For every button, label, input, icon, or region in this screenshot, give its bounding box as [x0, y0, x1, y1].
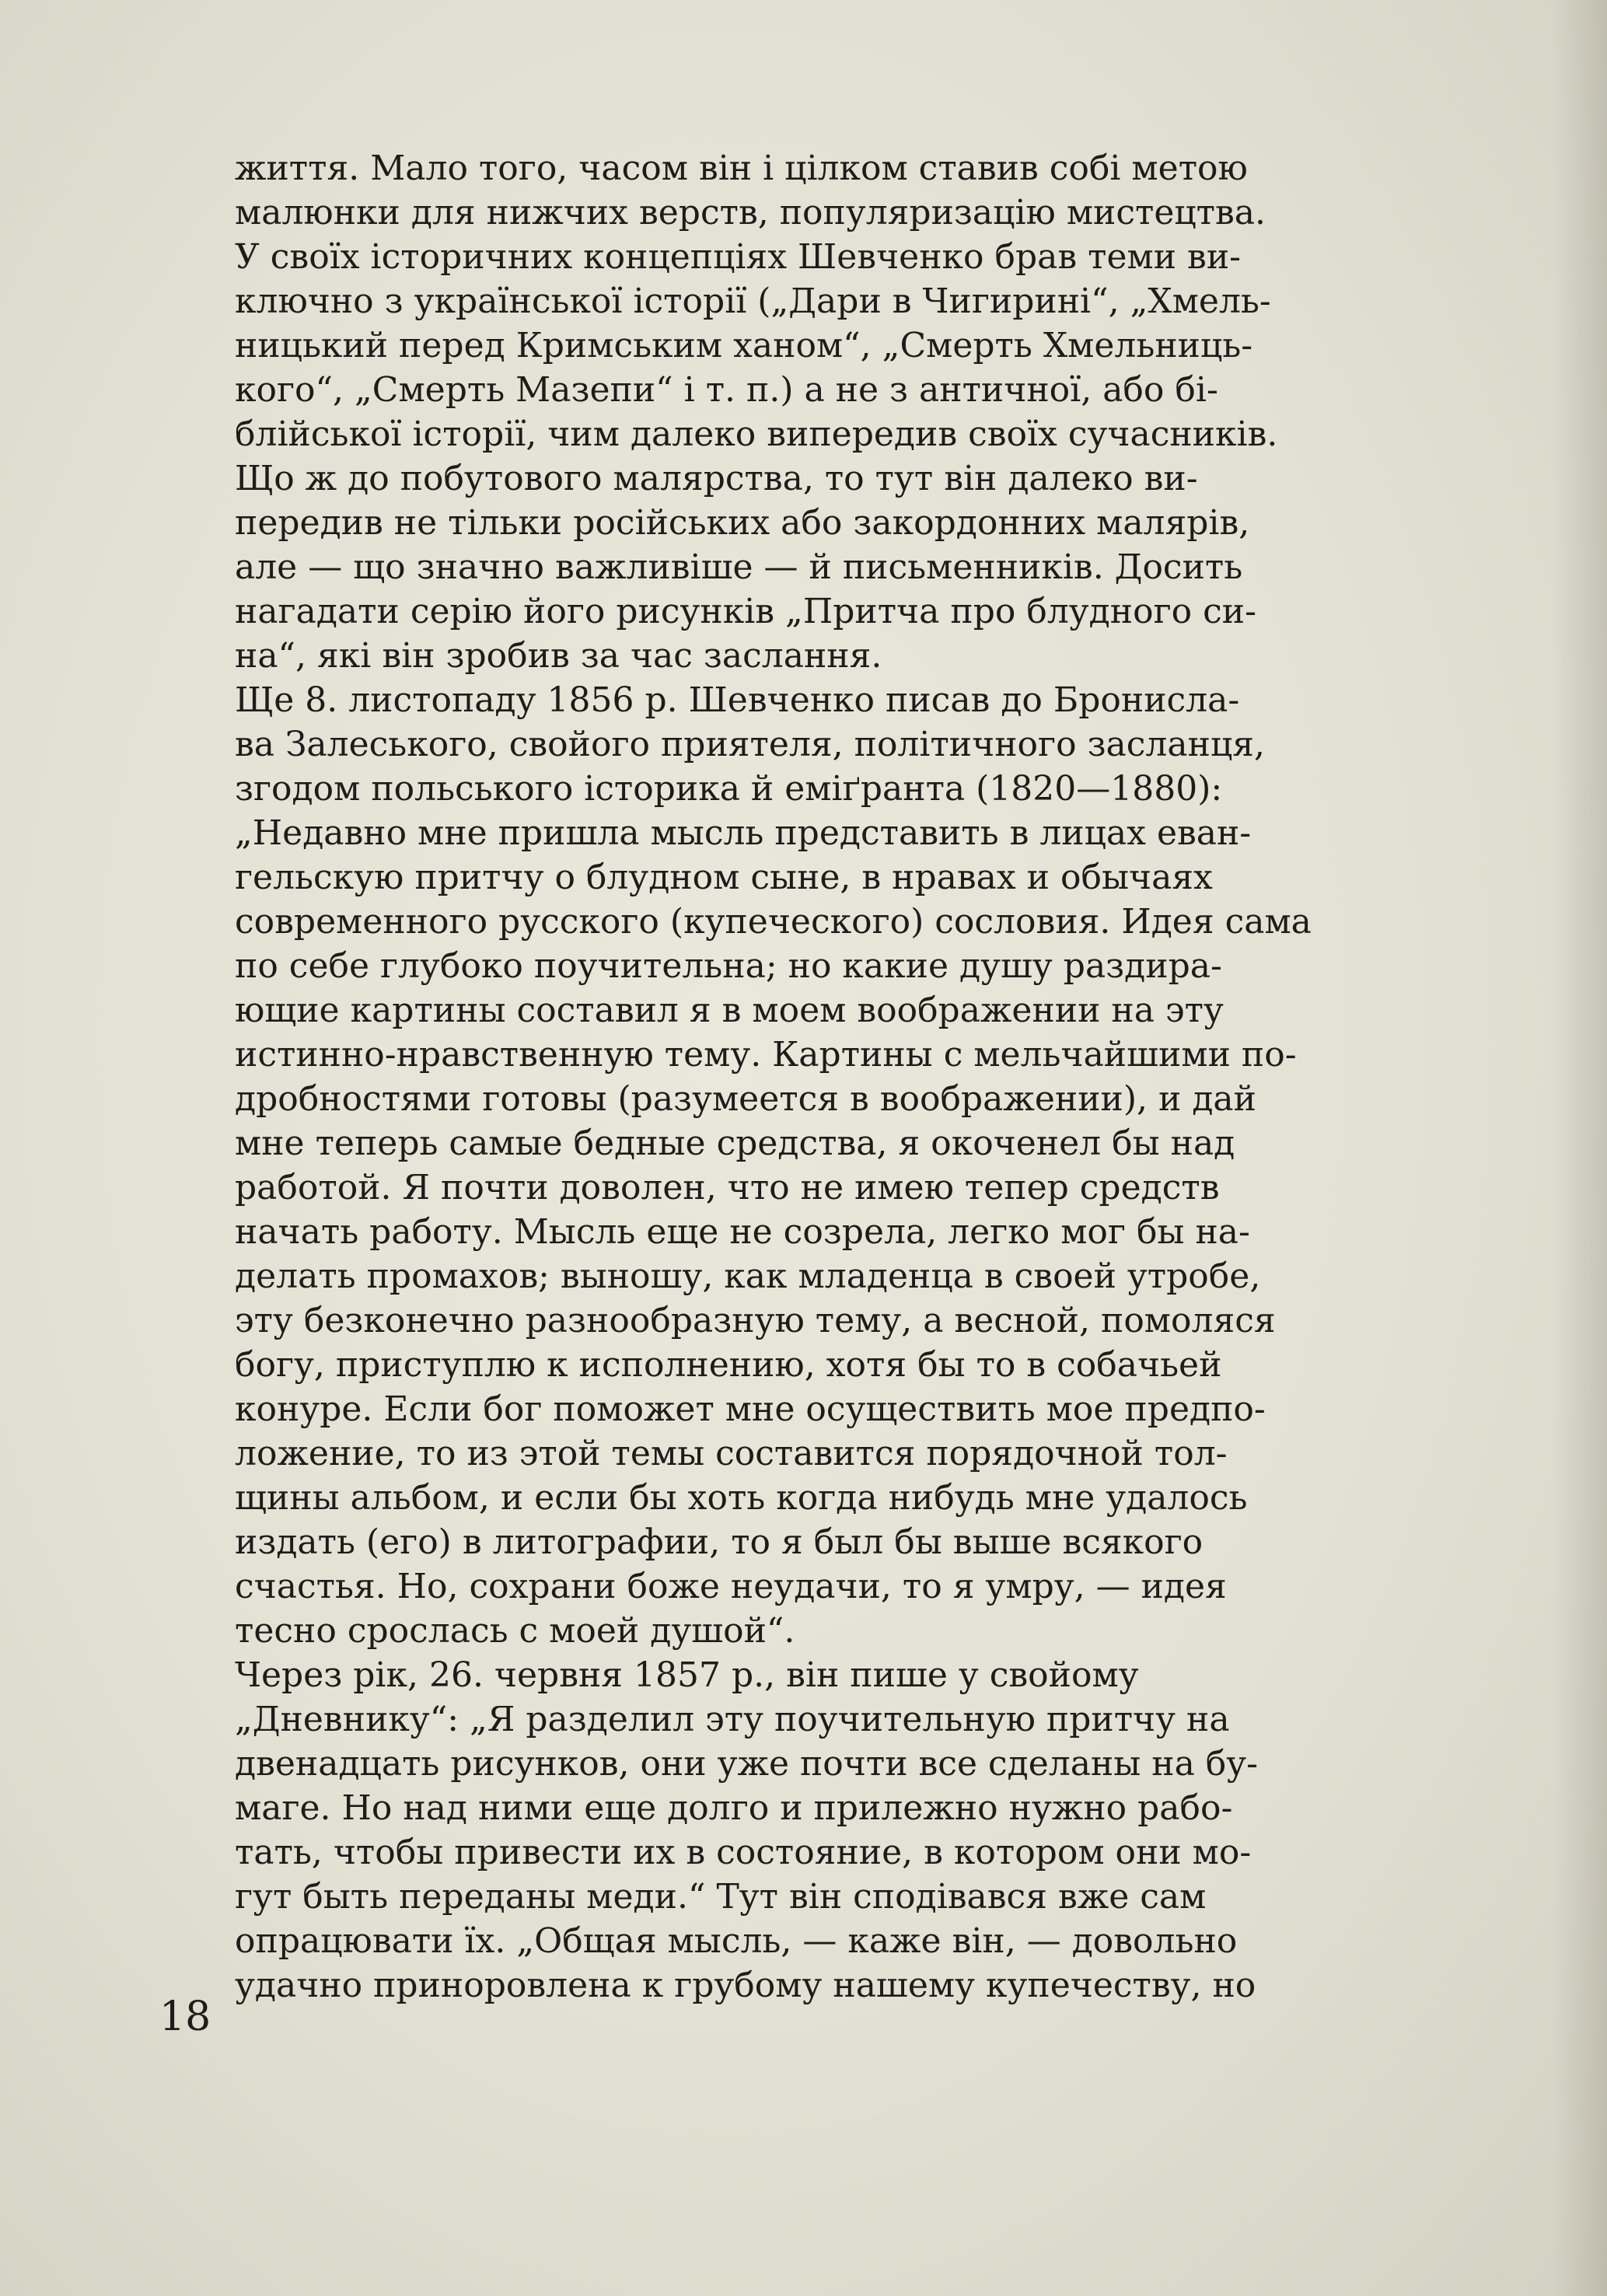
body-text — [235, 146, 1459, 2008]
text-line: нагадати серію його рисунків „Притча про блудного си- — [235, 592, 1256, 631]
text-line: гут быть переданы меди.“ Тут він сподівався вже сам — [235, 1877, 1207, 1917]
text-line: „Дневнику“: „Я разделил эту поучительную притчу на — [235, 1700, 1230, 1739]
text-line: щины альбом, и если бы хоть когда нибудь мне удалось — [235, 1478, 1248, 1518]
text-line: тать, чтобы привести их в состояние, в котором они мо- — [235, 1833, 1252, 1872]
text-line: згодом польського історика й еміґранта (1820—1880): — [235, 769, 1223, 809]
text-line: передив не тільки російських або закордонних малярів, — [235, 503, 1250, 543]
text-line: ва Залеського, свойого приятеля, політичного засланця, — [235, 725, 1265, 764]
text-line: счастья. Но, сохрани боже неудачи, то я умру, — идея — [235, 1567, 1227, 1606]
text-line: ющие картины составил я в моем воображении на эту — [235, 991, 1224, 1030]
text-line: кого“, „Смерть Мазепи“ і т. п.) а не з античної, або бі- — [235, 370, 1218, 410]
text-line: эту безконечно разнообразную тему, а весной, помоляся — [235, 1301, 1276, 1340]
text-line: удачно приноровлена к грубому нашему купечеству, но — [235, 1966, 1256, 2005]
text-line: двенадцать рисунков, они уже почти все сделаны на бу- — [235, 1744, 1259, 1784]
text-line: маге. Но над ними еще долго и прилежно нужно рабо- — [235, 1788, 1233, 1828]
text-line: делать промахов; выношу, как младенца в своей утробе, — [235, 1256, 1261, 1296]
text-line: гельскую притчу о блудном сыне, в нравах и обычаях — [235, 858, 1213, 897]
text-line: на“, які він зробив за час заслання. — [235, 636, 882, 676]
text-line: мне теперь самые бедные средства, я окоченел бы над — [235, 1124, 1235, 1163]
text-line: Ще 8. листопаду 1856 р. Шевченко писав до Бронисла- — [235, 680, 1240, 720]
text-line: ключно з української історії („Дари в Чигирині“, „Хмель- — [235, 281, 1271, 321]
text-line: „Недавно мне пришла мысль представить в лицах еван- — [235, 813, 1252, 853]
text-line: дробностями готовы (разумеется в воображении), и дай — [235, 1079, 1256, 1119]
text-line: блійської історії, чим далеко випередив своїх сучасників. — [235, 414, 1278, 454]
text-line: богу, приступлю к исполнению, хотя бы то в собачьей — [235, 1345, 1222, 1385]
text-line: але — що значно важливіше — й письменників. Досить — [235, 547, 1243, 587]
text-line: ложение, то из этой темы составится порядочной тол- — [235, 1434, 1228, 1473]
page-edge-shadow — [1553, 0, 1607, 2296]
text-line: издать (его) в литографии, то я был бы выше всякого — [235, 1522, 1204, 1562]
text-line: работой. Я почти доволен, что не имею тепер средств — [235, 1168, 1220, 1207]
text-line: начать работу. Мысль еще не созрела, легко мог бы на- — [235, 1212, 1250, 1252]
page-number: 18 — [159, 1994, 211, 2040]
text-line: життя. Мало того, часом він і цілком ставив собі метою — [235, 149, 1248, 188]
text-line: Через рік, 26. червня 1857 р., він пише у свойому — [235, 1655, 1139, 1695]
text-line: по себе глубоко поучительна; но какие душу раздира- — [235, 946, 1222, 986]
text-line: малюнки для нижчих верств, популяризацію мистецтва. — [235, 193, 1266, 232]
text-line: тесно срослась с моей душой“. — [235, 1611, 795, 1651]
text-line: опрацювати їх. „Общая мысль, — каже він, — довольно — [235, 1921, 1238, 1961]
text-line: современного русского (купеческого) сословия. Идея сама — [235, 902, 1312, 942]
text-line: конуре. Если бог поможет мне осуществить мое предпо- — [235, 1389, 1266, 1429]
text-line: Що ж до побутового малярства, то тут він далеко ви- — [235, 459, 1198, 498]
text-line: У своїх історичних концепціях Шевченко брав теми ви- — [235, 237, 1242, 277]
text-line: истинно-нравственную тему. Картины с мельчайшими по- — [235, 1035, 1297, 1075]
text-line: ницький перед Кримським ханом“, „Смерть Хмельниць- — [235, 326, 1253, 365]
